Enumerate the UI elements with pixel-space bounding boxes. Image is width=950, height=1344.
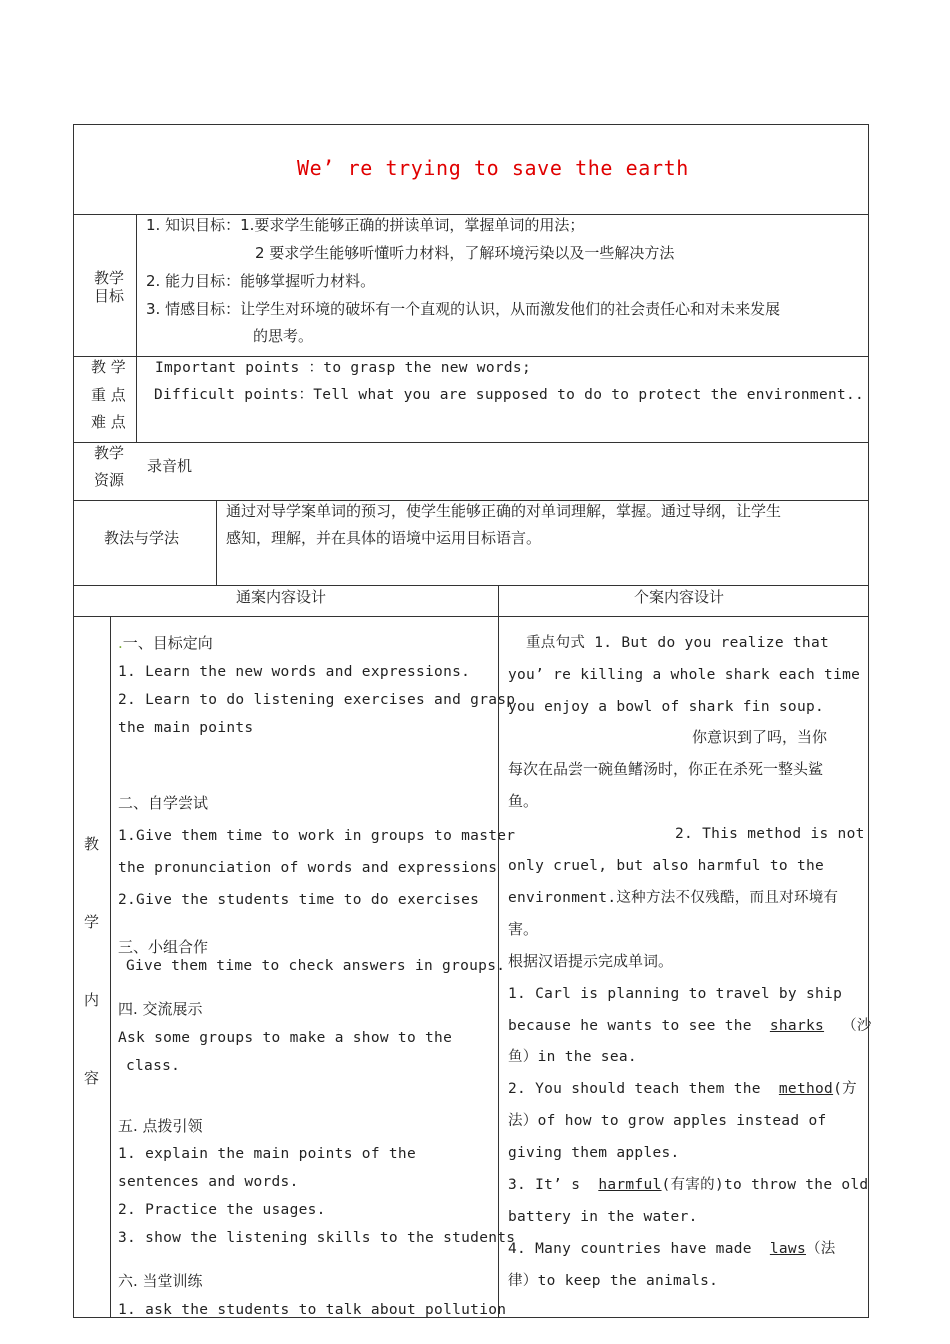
decorative-dot: . bbox=[118, 634, 123, 652]
exercise-text: 3. It’ s bbox=[508, 1177, 581, 1193]
resources-value: 录音机 bbox=[147, 457, 193, 475]
exercise-line: 鱼）in the sea. bbox=[508, 1049, 637, 1065]
right-line: 害。 bbox=[508, 920, 539, 938]
objective-line: 2. 能力目标：能够掌握听力材料。 bbox=[146, 272, 376, 290]
left-line: 2. Practice the usages. bbox=[118, 1202, 326, 1218]
objectives-label: 目标 bbox=[94, 287, 125, 305]
exercise-text: （法 bbox=[806, 1241, 836, 1257]
exercise-line: 法）of how to grow apples instead of bbox=[508, 1113, 827, 1129]
resources-label: 教学 bbox=[94, 444, 125, 462]
exercise-line: battery in the water. bbox=[508, 1209, 698, 1225]
right-line: only cruel, but also harmful to the bbox=[508, 858, 825, 874]
left-line: 2.Give the students time to do exercises bbox=[118, 892, 480, 908]
section-title: 六. 当堂训练 bbox=[118, 1272, 203, 1290]
row-divider bbox=[73, 442, 869, 443]
objectives-label: 教学 bbox=[94, 269, 125, 287]
right-line: environment.这种方法不仅残酷，而且对环境有 bbox=[508, 890, 839, 906]
difficult-points: Difficult points：Tell what you are supposed to do to protect the environment.. bbox=[154, 387, 865, 403]
resources-label: 资源 bbox=[94, 471, 125, 489]
left-line: 1. explain the main points of the bbox=[118, 1146, 416, 1162]
document-title: We’ re trying to save the earth bbox=[297, 156, 689, 180]
row-divider bbox=[73, 500, 869, 501]
left-line: Ask some groups to make a show to the bbox=[118, 1030, 453, 1046]
methods-text: 感知，理解，并在具体的语境中运用目标语言。 bbox=[226, 529, 542, 547]
left-line: 1. Learn the new words and expressions. bbox=[118, 664, 471, 680]
right-line: you’ re killing a whole shark each time bbox=[508, 667, 861, 683]
left-line: the main points bbox=[118, 720, 254, 736]
section-title: 五. 点拨引领 bbox=[118, 1117, 203, 1135]
exercise-answer: laws bbox=[769, 1241, 806, 1257]
exercise-text: because he wants to see the bbox=[508, 1018, 752, 1034]
column-divider bbox=[216, 500, 217, 585]
important-points: Important points ：to grasp the new words; bbox=[155, 360, 531, 376]
left-column-header: 通案内容设计 bbox=[236, 588, 327, 606]
objective-line: 2 要求学生能够听懂听力材料，了解环境污染以及一些解决方法 bbox=[255, 244, 675, 262]
column-divider bbox=[136, 214, 137, 442]
exercise-text: 2. You should teach them the bbox=[508, 1081, 761, 1097]
section-title-text: 一、目标定向 bbox=[122, 634, 213, 652]
exercise-line bbox=[508, 1080, 857, 1098]
key-points-label: 重 点 bbox=[91, 386, 126, 404]
section-title bbox=[118, 634, 213, 652]
section-title: 三、小组合作 bbox=[118, 938, 209, 956]
exercise-answer: sharks bbox=[769, 1018, 825, 1034]
left-line: 1.Give them time to work in groups to master bbox=[118, 828, 516, 844]
left-line: 1. ask the students to talk about pollution bbox=[118, 1302, 507, 1318]
column-divider bbox=[110, 616, 111, 1318]
exercise-text: （沙 bbox=[842, 1018, 872, 1034]
objective-line: 3. 情感目标：让学生对环境的破坏有一个直观的认识，从而激发他们的社会责任心和对未来发展 bbox=[146, 300, 781, 318]
row-divider bbox=[73, 616, 869, 617]
exercise-answer: method bbox=[778, 1081, 834, 1097]
left-line: class. bbox=[126, 1058, 181, 1074]
exercise-text: (有害的)to throw the old bbox=[661, 1177, 869, 1193]
row-divider bbox=[73, 214, 869, 215]
objective-line: 1. 知识目标：1.要求学生能够正确的拼读单词，掌握单词的用法； bbox=[146, 216, 585, 234]
content-label-char: 教 bbox=[84, 835, 100, 853]
exercise-text: (方 bbox=[833, 1081, 857, 1097]
left-line: sentences and words. bbox=[118, 1174, 299, 1190]
exercise-answer: harmful bbox=[598, 1177, 662, 1193]
exercise-line bbox=[508, 1240, 836, 1258]
right-line: 你意识到了吗，当你 bbox=[692, 728, 828, 746]
right-line: 重点句式 1. But do you realize that bbox=[526, 635, 830, 651]
key-points-label: 难 点 bbox=[91, 413, 126, 431]
section-title: 四. 交流展示 bbox=[118, 1000, 203, 1018]
right-line: 鱼。 bbox=[508, 792, 539, 810]
content-label-char: 学 bbox=[84, 913, 100, 931]
right-line: 2. This method is not bbox=[675, 826, 865, 842]
key-points-label: 教 学 bbox=[91, 358, 126, 376]
left-line: 3. show the listening skills to the students bbox=[118, 1230, 516, 1246]
content-label-char: 内 bbox=[84, 991, 100, 1009]
right-line: you enjoy a bowl of shark fin soup. bbox=[508, 699, 825, 715]
right-line: 每次在品尝一碗鱼鳍汤时，你正在杀死一整头鲨 bbox=[508, 760, 824, 778]
exercise-line: giving them apples. bbox=[508, 1145, 680, 1161]
exercise-line: 1. Carl is planning to travel by ship bbox=[508, 986, 843, 1002]
content-label-char: 容 bbox=[84, 1069, 100, 1087]
row-divider bbox=[73, 585, 869, 586]
right-line: 根据汉语提示完成单词。 bbox=[508, 952, 674, 970]
exercise-line bbox=[508, 1176, 868, 1194]
section-title: 二、自学尝试 bbox=[118, 794, 209, 812]
left-line: the pronunciation of words and expressions bbox=[118, 860, 498, 876]
methods-text: 通过对导学案单词的预习，使学生能够正确的对单词理解，掌握。通过导纲，让学生 bbox=[226, 502, 782, 520]
left-line: Give them time to check answers in groups. bbox=[126, 958, 506, 974]
objective-line: 的思考。 bbox=[253, 327, 314, 345]
exercise-line: 律）to keep the animals. bbox=[508, 1273, 719, 1289]
exercise-text: 4. Many countries have made bbox=[508, 1241, 752, 1257]
exercise-line bbox=[508, 1017, 872, 1035]
row-divider bbox=[73, 356, 869, 357]
right-column-header: 个案内容设计 bbox=[634, 588, 725, 606]
methods-label: 教法与学法 bbox=[104, 529, 180, 547]
left-line: 2. Learn to do listening exercises and grasp bbox=[118, 692, 516, 708]
